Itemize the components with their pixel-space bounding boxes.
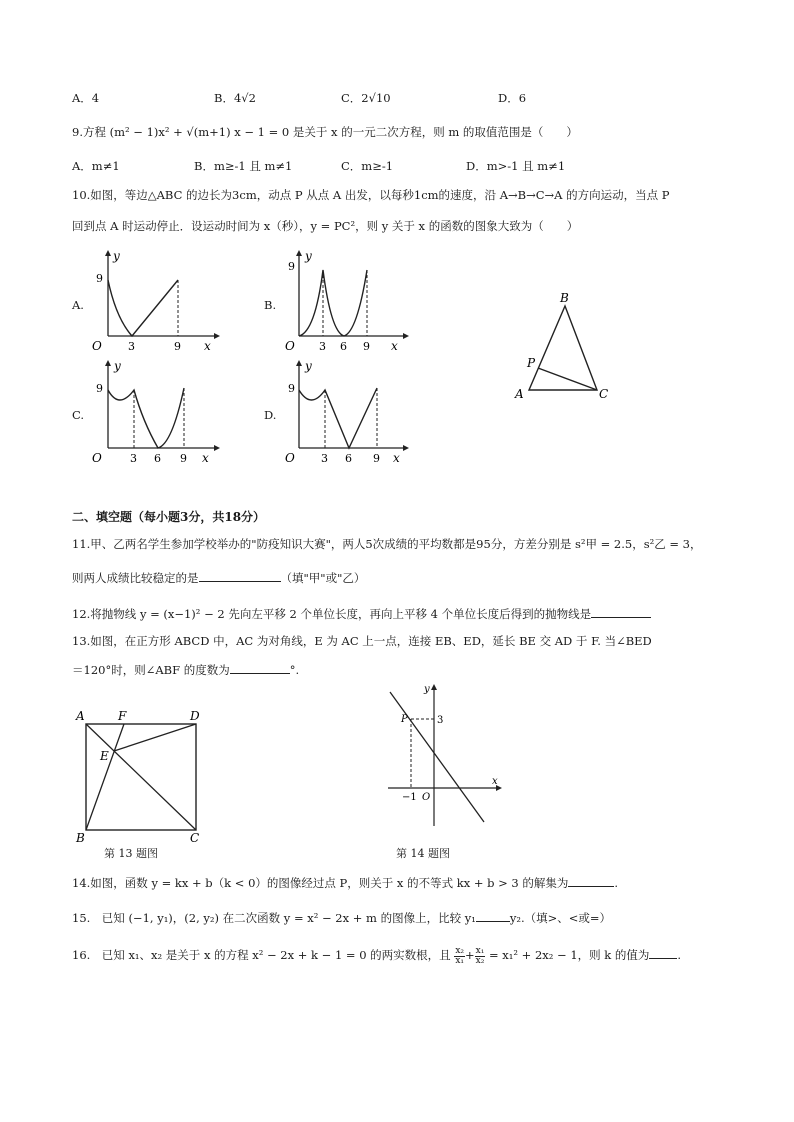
q11-text-a: 则两人成绩比较稳定的是 [72,571,199,585]
q16-stem [72,946,681,966]
q16-text-a: 16. 已知 x₁、x₂ 是关于 x 的方程 x² − 2x + k − 1 = 0 的两实数根，且 [72,948,451,962]
graph-b-x-label: x [391,339,398,353]
triangle-vertex-c: C [599,387,609,401]
graph-c-x-label: x [202,451,209,465]
q9-option-a: A．m≠1 [72,159,120,173]
q10-stem-line2: 回到点 A 时运动停止．设运动时间为 x（秒），y = PC²，则 y 关于 x 的函数的图象大致为（ ） [72,219,579,233]
q16-end: . [677,948,682,962]
graph-a [86,248,221,358]
q16-fraction-1: $\frac{\text{x₂}}{\text{x₁}}$ [455,945,465,966]
q13-stem-line2 [72,661,299,678]
q16-plus: + [465,948,475,962]
graph-d-y-label: y [305,359,312,373]
graph-b-x9: 9 [363,340,370,353]
graph-b-x3: 3 [319,340,326,353]
q15-stem [72,909,611,926]
graph-b-y-label: y [305,249,312,263]
q16-answer-blank[interactable] [649,946,677,959]
q13-square-figure [72,704,212,844]
q13-text-b: °. [289,663,300,677]
q15-text-b: y₂.（填>、<或=） [509,911,612,925]
graph-a-label: A. [72,298,84,312]
q14-y-label: y [424,684,430,695]
graph-b [281,248,411,358]
q16-fraction-2: $\frac{\text{x₁}}{\text{x₂}}$ [475,945,485,966]
q9-option-b: B．m≥-1 且 m≠1 [194,159,293,173]
q9-option-d: D．m>-1 且 m≠1 [466,159,566,173]
q11-text-b: （填"甲"或"乙） [280,571,366,585]
graph-b-origin: O [285,339,295,353]
q10-triangle-figure [505,288,625,403]
graph-d [281,358,411,470]
graph-a-x-label: x [204,339,211,353]
q13-figure-caption: 第 13 题图 [104,847,158,860]
graph-b-y9: 9 [288,260,295,273]
q8-option-c: C．2√10 [341,91,391,105]
q13-answer-blank[interactable] [230,661,290,674]
q10-stem-line1: 10.如图，等边△ABC 的边长为3cm，动点 P 从点 A 出发，以每秒1cm的速度，沿 A→B→C→A 的方向运动，当点 P [72,188,670,202]
graph-c-y-label: y [114,359,121,373]
triangle-vertex-a: A [515,387,524,401]
q14-point-p: P [401,714,408,725]
graph-b-x6: 6 [340,340,347,353]
q14-end: . [614,876,619,890]
section-fill-blank-title: 二、填空题（每小题3分，共18分） [72,510,266,524]
square-vertex-b: B [76,831,85,844]
q15-answer-blank[interactable] [476,909,510,922]
graph-c-x3: 3 [130,452,137,465]
graph-c-origin: O [92,451,102,465]
q15-text-a: 15. 已知 (−1, y₁)，(2, y₂) 在二次函数 y = x² − 2x + m 的图像上，比较 y₁ [72,911,476,925]
q14-x-value: −1 [402,792,417,803]
q11-stem-line1: 11.甲、乙两名学生参加学校举办的"防疫知识大赛"，两人5次成绩的平均数都是95分，方差分别是 s²甲 = 2.5，s²乙 = 3， [72,537,702,551]
q8-option-a: A．4 [72,91,100,105]
graph-a-y9: 9 [96,272,103,285]
q14-x-label: x [492,776,498,787]
q14-origin: O [422,792,431,803]
q11-stem-line2 [72,569,365,586]
q11-answer-blank[interactable] [199,569,281,582]
graph-a-y-label: y [113,249,120,263]
q12-text: 12.将抛物线 y = (x−1)² − 2 先向左平移 2 个单位长度，再向上平移 4 个单位长度后得到的抛物线是 [72,607,592,621]
q13-stem-line1: 13.如图，在正方形 ABCD 中，AC 为对角线，E 为 AC 上一点，连接 EB、ED，延长 BE 交 AD 于 F. 当∠BED [72,634,652,648]
graph-d-x3: 3 [321,452,328,465]
graph-d-y9: 9 [288,382,295,395]
graph-d-x-label: x [393,451,400,465]
q9-option-c: C．m≥-1 [341,159,394,173]
graph-d-x6: 6 [345,452,352,465]
q12-stem [72,605,651,622]
q14-answer-blank[interactable] [568,874,614,887]
q9-stem: 9.方程 (m² − 1)x² + √(m+1) x − 1 = 0 是关于 x 的一元二次方程，则 m 的取值范围是（ ） [72,125,578,139]
graph-d-label: D. [264,408,277,422]
square-point-e: E [100,749,109,763]
graph-a-x9: 9 [174,340,181,353]
q13-text-a: ＝120°时，则∠ABF 的度数为 [72,663,230,677]
q8-option-b: B．4√2 [214,91,256,105]
square-point-f: F [118,709,127,723]
graph-a-x3: 3 [128,340,135,353]
triangle-point-p: P [527,356,536,370]
q14-text: 14.如图，函数 y = kx + b（k < 0）的图像经过点 P，则关于 x 的不等式 kx + b > 3 的解集为 [72,876,569,890]
square-vertex-a: A [76,709,85,723]
q16-text-b: = x₁² + 2x₂ − 1，则 k 的值为 [489,948,650,962]
graph-c-label: C. [72,408,85,422]
graph-c-y9: 9 [96,382,103,395]
q14-y-value: 3 [437,715,444,726]
graph-d-x9: 9 [373,452,380,465]
triangle-vertex-b: B [560,291,569,305]
graph-b-label: B. [264,298,277,312]
q14-stem [72,874,618,891]
graph-a-origin: O [92,339,102,353]
graph-c-x9: 9 [180,452,187,465]
square-vertex-c: C [190,831,200,844]
graph-c-x6: 6 [154,452,161,465]
q14-figure-caption: 第 14 题图 [396,847,450,860]
graph-c [86,358,221,470]
graph-d-origin: O [285,451,295,465]
q14-graph-figure [384,680,504,830]
q8-option-d: D．6 [498,91,527,105]
square-vertex-d: D [190,709,200,723]
q12-answer-blank[interactable] [591,605,651,618]
